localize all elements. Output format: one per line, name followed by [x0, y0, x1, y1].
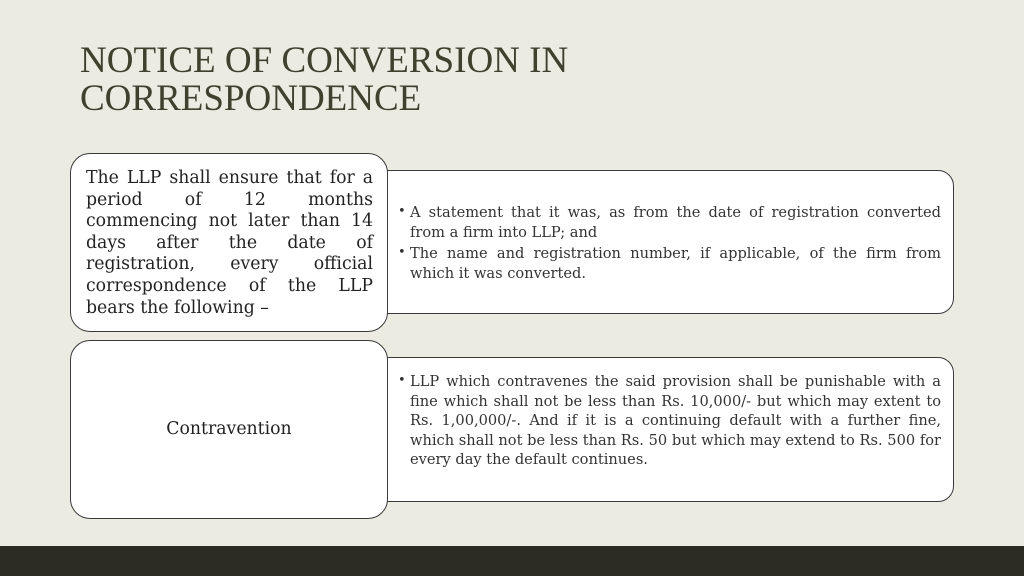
contravention-box [70, 340, 388, 519]
list-item [398, 372, 941, 470]
obligation-box [70, 153, 388, 332]
contravention-label: Contravention [166, 418, 292, 439]
bullet-icon: • [398, 204, 406, 219]
page-title [80, 42, 940, 118]
contravention-penalty-box [380, 357, 954, 502]
page-title-line-1: NOTICE OF CONVERSION IN [80, 40, 569, 81]
list-item [398, 244, 941, 283]
conversion-statement-box [380, 170, 954, 314]
contravention-penalty-list [398, 372, 941, 470]
bullet-icon: • [398, 245, 406, 261]
list-item [398, 203, 941, 242]
list-item-text: A statement that it was, as from the date of registration converted from a firm into LLP; and [410, 204, 941, 241]
obligation-text: The LLP shall ensure that for a period of 12 months commencing not later than 14 days after the date of registration, every official correspondence of the LLP bears the following – [86, 168, 373, 318]
footer-bar [0, 546, 1024, 576]
list-item-text: LLP which contravenes the said provision shall be punishable with a fine which shall not be less than Rs. 10,000/- but which may extent to Rs. 1,00,000/-. And if it is a continuing default with a further fine, which shall not be less than Rs. 50 but which may extend to Rs. 500 for every day the default continues. [410, 373, 941, 469]
bullet-icon: • [398, 373, 406, 388]
page-title-line-2: CORRESPONDENCE [80, 78, 422, 119]
conversion-statement-list [398, 203, 941, 283]
list-item-text: The name and registration number, if applicable, of the firm from which it was converted. [410, 245, 941, 282]
